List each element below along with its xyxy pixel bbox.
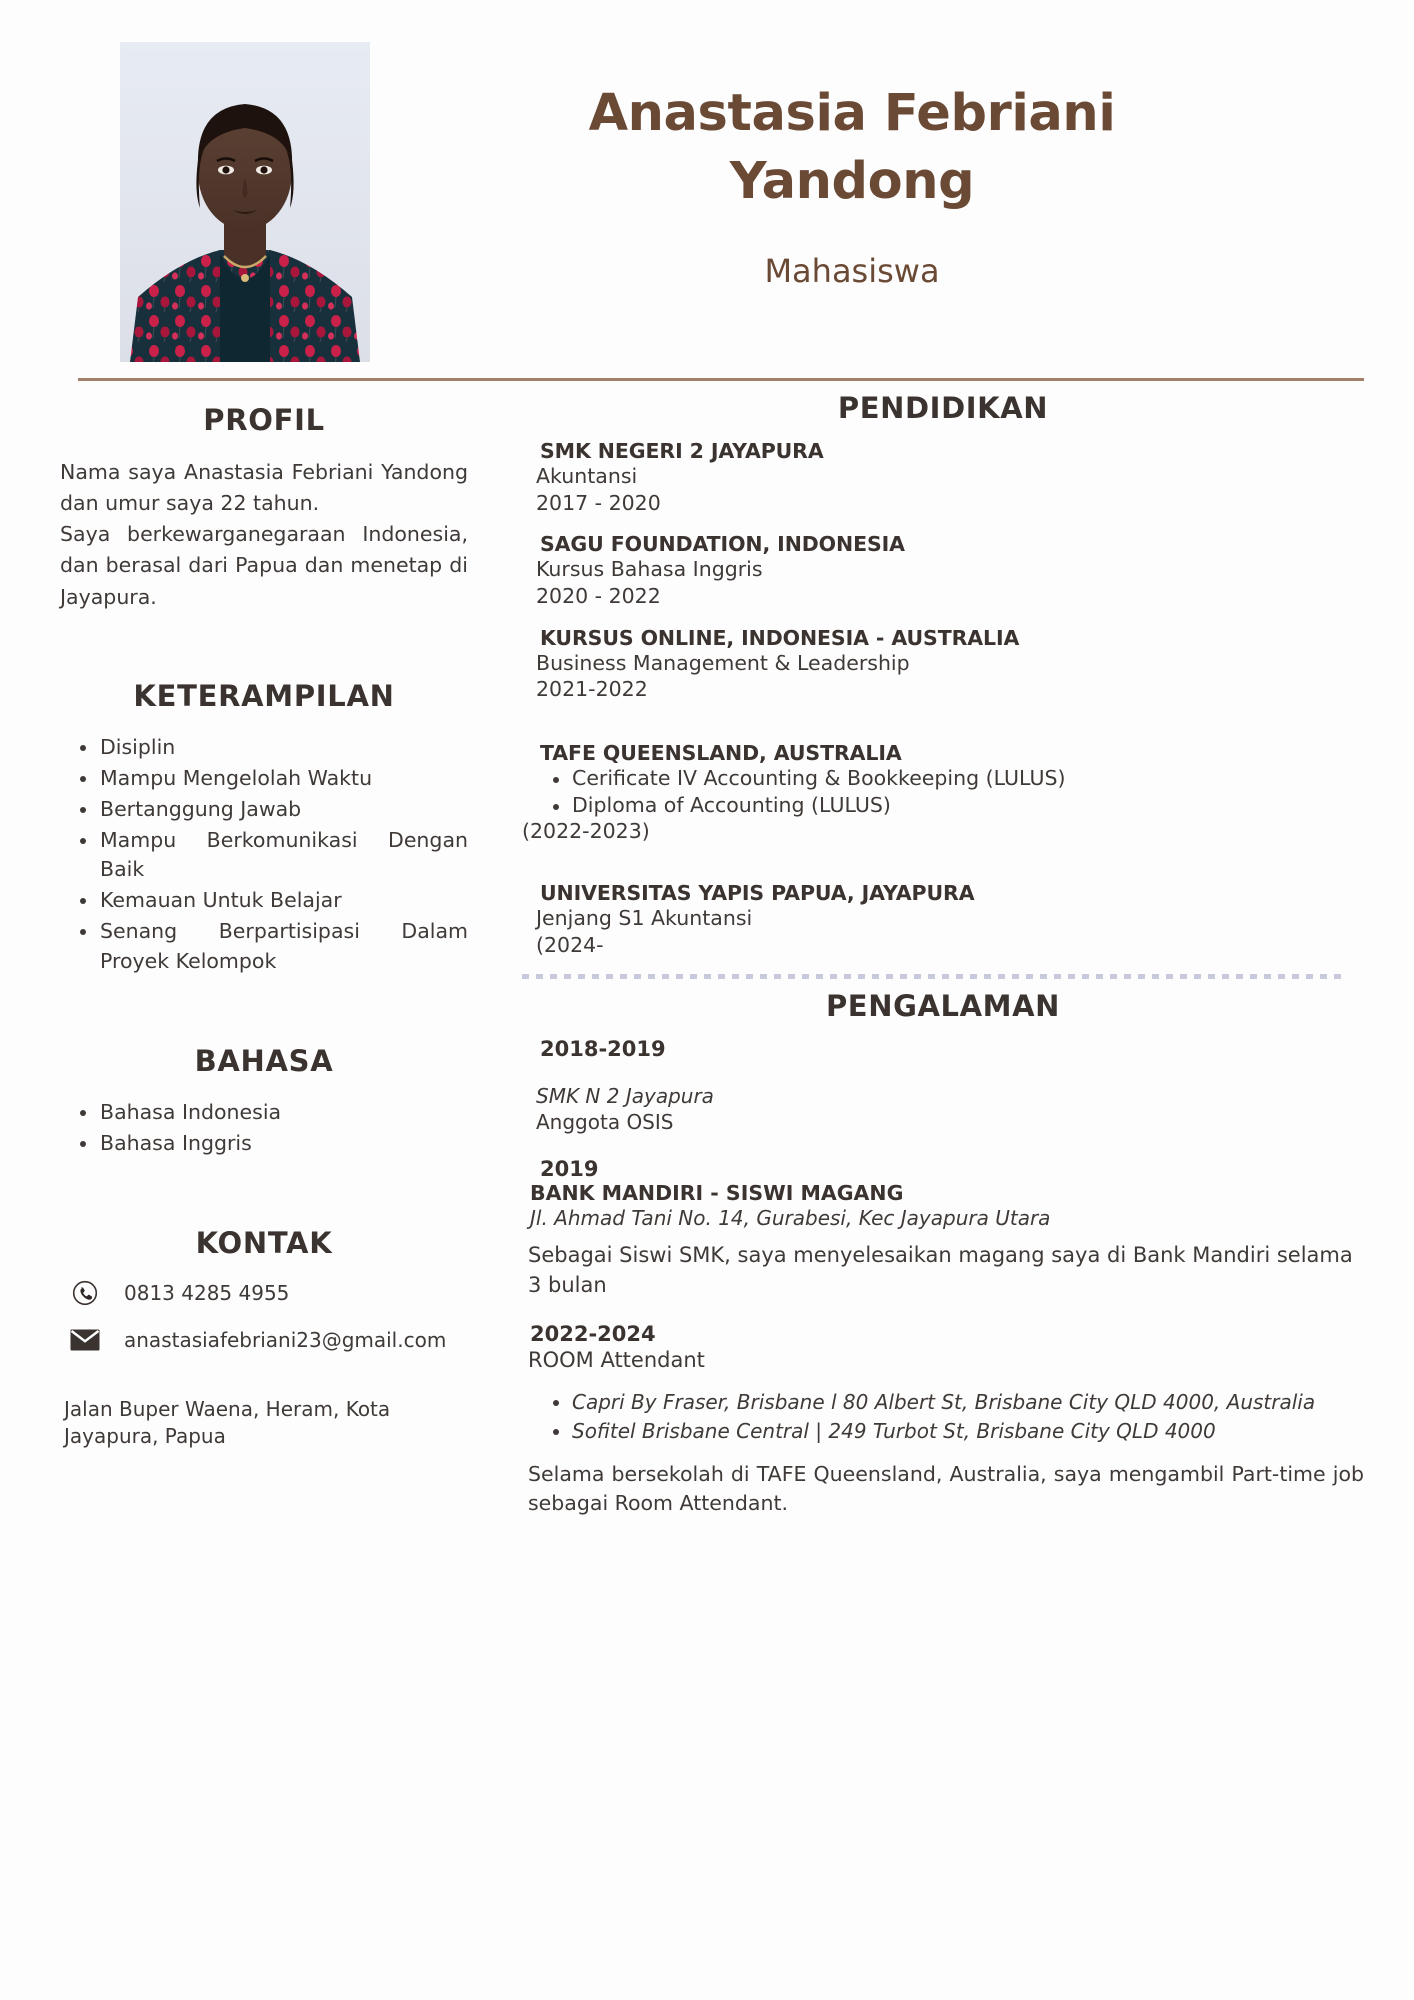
education-item <box>522 532 1364 609</box>
portrait-photo-graphic <box>120 42 370 362</box>
kontak-heading: KONTAK <box>195 1225 333 1260</box>
experience-item <box>522 1037 1364 1135</box>
profil-heading: PROFIL <box>203 403 325 437</box>
list-item: Bertanggung Jawab <box>60 795 468 824</box>
email-icon <box>68 1329 102 1351</box>
experience-item <box>522 1157 1364 1300</box>
bahasa-heading: BAHASA <box>194 1043 334 1078</box>
left-column <box>0 381 500 1518</box>
contact-phone-row[interactable] <box>60 1280 468 1306</box>
profil-line-1: Nama saya Anastasia Febriani Yandong dan umur saya 22 tahun. <box>60 460 468 516</box>
education-bullet-list <box>536 765 1364 819</box>
experience-year: 2018-2019 <box>540 1037 666 1062</box>
keterampilan-list <box>60 733 468 976</box>
spacer <box>522 1061 1364 1083</box>
experience-role: Anggota OSIS <box>536 1110 674 1135</box>
education-subject: Business Management & Leadership <box>536 650 910 675</box>
experience-year: 2019 <box>540 1157 599 1182</box>
education-subject: Akuntansi <box>536 464 638 488</box>
profil-text <box>60 457 468 613</box>
section-dotted-divider <box>522 974 1346 979</box>
education-date: (2022-2023) <box>522 818 650 843</box>
spacer <box>522 1300 1364 1322</box>
list-item: Senang Berpartisipasi Dalam Proyek Kelompok <box>60 917 468 975</box>
education-date: 2017 - 2020 <box>536 490 661 515</box>
education-org: SAGU FOUNDATION, INDONESIA <box>540 532 905 557</box>
spacer <box>60 1160 468 1226</box>
education-org: SMK NEGERI 2 JAYAPURA <box>540 439 824 463</box>
education-date: 2020 - 2022 <box>536 583 661 608</box>
postal-address: Jalan Buper Waena, Heram, Kota Jayapura, Papua <box>64 1396 391 1448</box>
experience-place: Jl. Ahmad Tani No. 14, Gurabesi, Kec Jayapura Utara <box>530 1206 1051 1231</box>
experience-role: ROOM Attendant <box>528 1348 705 1372</box>
education-item <box>522 439 1364 516</box>
spacer <box>60 1374 468 1396</box>
resume-body <box>0 381 1414 1518</box>
spacer <box>522 859 1364 881</box>
list-item: Kemauan Untuk Belajar <box>60 886 468 915</box>
list-item: Sofitel Brisbane Central | 249 Turbot St, Brisbane City QLD 4000 <box>536 1418 1364 1444</box>
bahasa-list <box>60 1098 468 1158</box>
list-item: Disiplin <box>60 733 468 762</box>
list-item: Bahasa Indonesia <box>60 1098 468 1127</box>
experience-place: SMK N 2 Jayapura <box>536 1084 714 1109</box>
experience-bullet-list <box>536 1389 1364 1444</box>
full-name-line-1: Anastasia Febriani <box>588 84 1116 143</box>
right-column <box>500 381 1414 1518</box>
profil-line-2: Saya berkewarganegaraan Indonesia, dan berasal dari Papua dan menetap di Jayapura. <box>60 522 468 609</box>
experience-org: BANK MANDIRI - SISWI MAGANG <box>530 1181 904 1206</box>
keterampilan-heading: KETERAMPILAN <box>133 678 395 713</box>
pengalaman-heading: PENGALAMAN <box>825 989 1061 1024</box>
contact-email-row[interactable] <box>60 1328 468 1352</box>
education-item <box>522 626 1364 703</box>
phone-number: 0813 4285 4955 <box>124 1280 290 1305</box>
spacer <box>60 978 468 1044</box>
list-item: Diploma of Accounting (LULUS) <box>536 792 1364 819</box>
spacer <box>60 613 468 679</box>
education-item <box>522 741 1364 843</box>
experience-item <box>522 1322 1364 1518</box>
education-org: KURSUS ONLINE, INDONESIA - AUSTRALIA <box>540 625 1020 650</box>
name-block <box>370 42 1354 290</box>
resume-header <box>0 0 1414 370</box>
phone-icon <box>68 1280 102 1306</box>
education-org: UNIVERSITAS YAPIS PAPUA, JAYAPURA <box>540 880 975 905</box>
email-address: anastasiafebriani23@gmail.com <box>124 1327 447 1352</box>
education-date: (2024- <box>536 932 604 957</box>
list-item: Capri By Fraser, Brisbane l 80 Albert St, Brisbane City QLD 4000, Australia <box>536 1389 1364 1415</box>
spacer <box>522 1135 1364 1157</box>
experience-description: Sebagai Siswi SMK, saya menyelesaikan magang saya di Bank Mandiri selama 3 bulan <box>528 1243 1353 1297</box>
education-subject: Jenjang S1 Akuntansi <box>536 905 753 930</box>
list-item: Bahasa Inggris <box>60 1129 468 1158</box>
full-name <box>370 80 1334 216</box>
list-item: Mampu Mengelolah Waktu <box>60 764 468 793</box>
list-item: Mampu Berkomunikasi Dengan Baik <box>60 826 468 884</box>
pendidikan-heading: PENDIDIKAN <box>837 391 1049 425</box>
job-title: Mahasiswa <box>764 251 940 290</box>
spacer <box>522 719 1364 741</box>
education-subject: Kursus Bahasa Inggris <box>536 557 763 582</box>
full-name-line-2: Yandong <box>729 151 975 211</box>
experience-description: Selama bersekolah di TAFE Queensland, Australia, saya mengambil Part-time job sebagai Room Attendant. <box>528 1462 1364 1515</box>
education-org: TAFE QUEENSLAND, AUSTRALIA <box>540 740 902 765</box>
education-date: 2021-2022 <box>536 677 648 702</box>
list-item: Cerificate IV Accounting & Bookkeeping (LULUS) <box>536 765 1364 792</box>
profile-photo <box>120 42 370 362</box>
education-item <box>522 881 1364 958</box>
experience-year: 2022-2024 <box>530 1322 656 1346</box>
